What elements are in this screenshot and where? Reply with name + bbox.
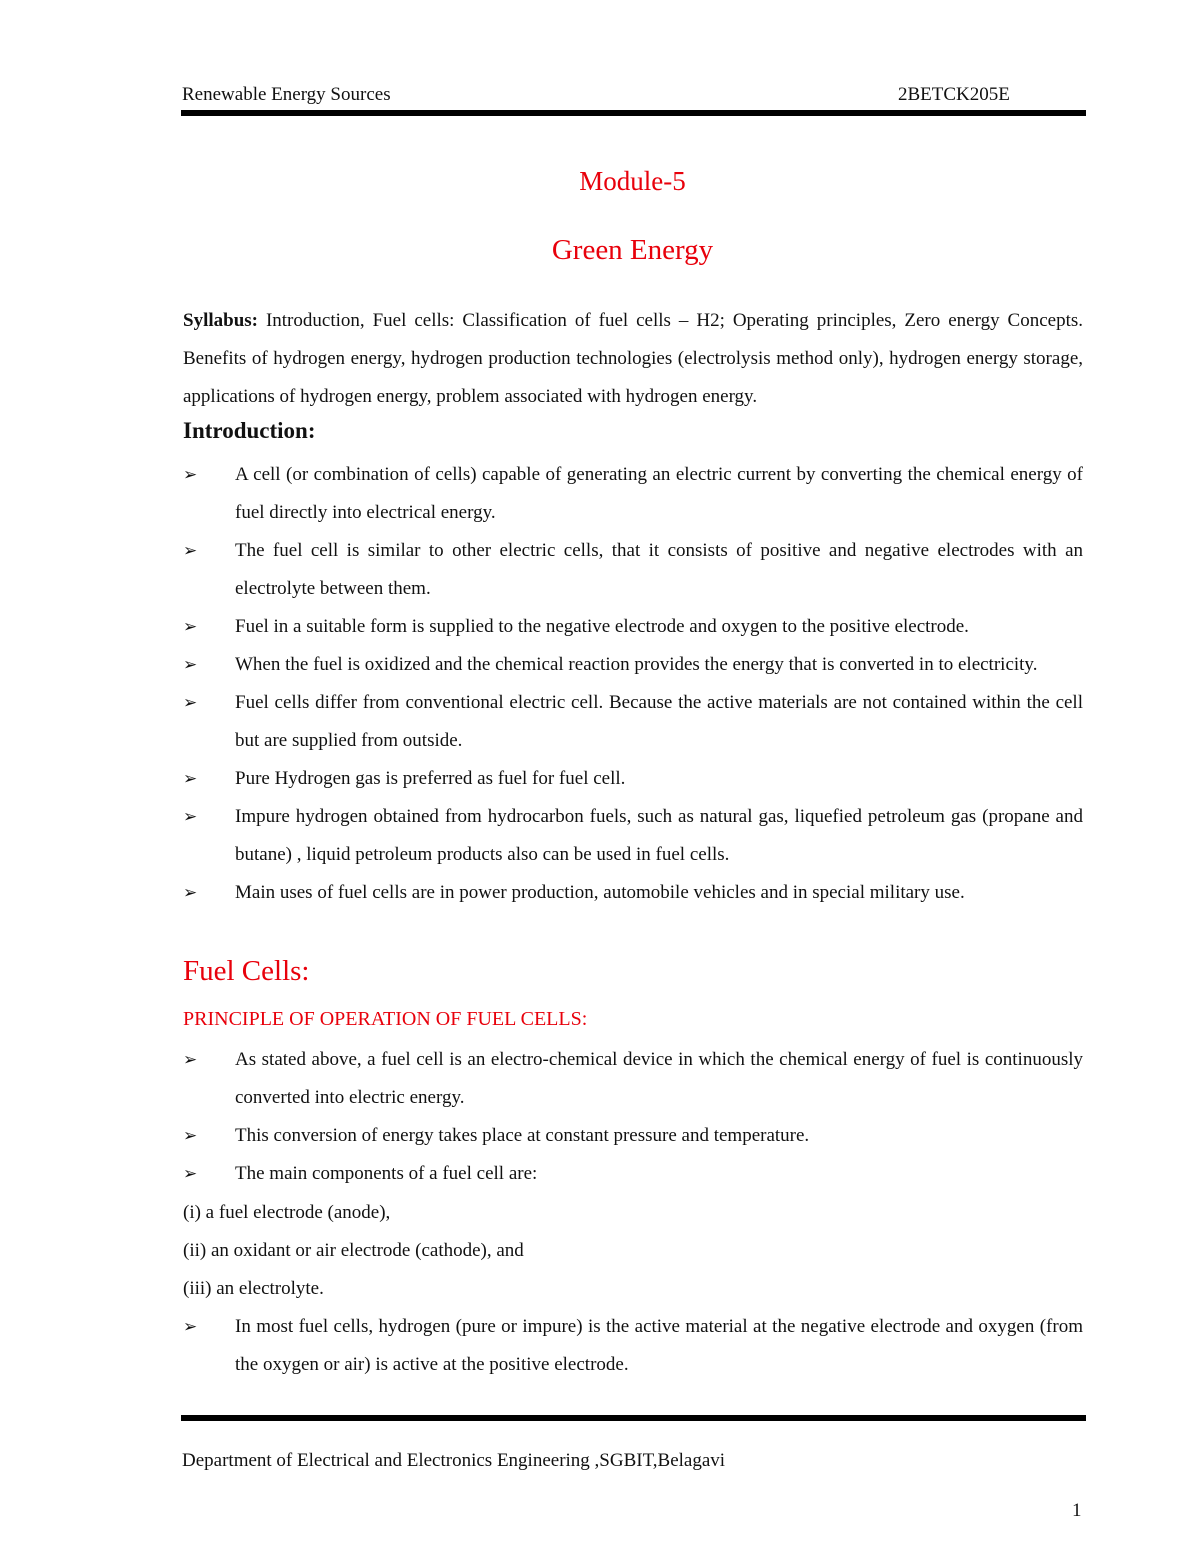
arrow-bullet-icon: ➢: [183, 769, 198, 788]
bullet-text: The fuel cell is similar to other electric cells, that it consists of positive and negative electrodes with an electrolyte between them.: [235, 540, 1083, 599]
arrow-bullet-icon: ➢: [183, 1317, 198, 1336]
component-item-cathode: (ii) an oxidant or air electrode (cathode), and: [183, 1240, 524, 1261]
syllabus-text: Introduction, Fuel cells: Classification of fuel cells – H2; Operating principles, Zero energy Concepts. Benefits of hydrogen energy, hydrogen production technologies (electrolysis method only), hydrogen energy storage, applications of hydrogen energy, problem associated with hydrogen energy.: [183, 310, 1083, 407]
list-item: [183, 1308, 1083, 1384]
arrow-bullet-icon: ➢: [183, 465, 198, 484]
header-course-title: Renewable Energy Sources: [182, 84, 391, 105]
bullet-text: This conversion of energy takes place at constant pressure and temperature.: [235, 1125, 810, 1146]
final-bullet-list: [183, 1308, 1083, 1384]
bullet-text: Fuel cells differ from conventional electric cell. Because the active materials are not contained within the cell but are supplied from outside.: [235, 692, 1083, 751]
bullet-text: Main uses of fuel cells are in power production, automobile vehicles and in special military use.: [235, 882, 965, 903]
bullet-text: As stated above, a fuel cell is an electro-chemical device in which the chemical energy of fuel is continuously converted into electric energy.: [235, 1049, 1083, 1108]
introduction-heading: Introduction:: [183, 418, 316, 443]
bullet-text: In most fuel cells, hydrogen (pure or impure) is the active material at the negative electrode and oxygen (from the oxygen or air) is active at the positive electrode.: [235, 1316, 1083, 1375]
arrow-bullet-icon: ➢: [183, 883, 198, 902]
list-item: [183, 760, 1083, 798]
arrow-bullet-icon: ➢: [183, 655, 198, 674]
fuel-cells-heading: Fuel Cells:: [183, 955, 310, 987]
list-item: [183, 456, 1083, 532]
principle-bullet-list: [183, 1041, 1083, 1193]
bullet-text: A cell (or combination of cells) capable of generating an electric current by converting the chemical energy of fuel directly into electrical energy.: [235, 464, 1083, 523]
list-item: [183, 1155, 1083, 1193]
component-item-anode: (i) a fuel electrode (anode),: [183, 1202, 391, 1223]
list-item: [183, 608, 1083, 646]
arrow-bullet-icon: ➢: [183, 541, 198, 560]
arrow-bullet-icon: ➢: [183, 1164, 198, 1183]
syllabus-paragraph: [183, 302, 1083, 416]
arrow-bullet-icon: ➢: [183, 1050, 198, 1069]
list-item: [183, 646, 1083, 684]
page-number: 1: [1072, 1500, 1082, 1521]
bullet-text: Impure hydrogen obtained from hydrocarbon fuels, such as natural gas, liquefied petroleum gas (propane and butane) , liquid petroleum products also can be used in fuel cells.: [235, 806, 1083, 865]
list-item: [183, 532, 1083, 608]
header-rule: [181, 110, 1086, 116]
arrow-bullet-icon: ➢: [183, 693, 198, 712]
list-item: [183, 874, 1083, 912]
component-item-electrolyte: (iii) an electrolyte.: [183, 1278, 324, 1299]
footer-rule: [181, 1415, 1086, 1421]
components-list: [183, 1194, 524, 1308]
list-item: [183, 798, 1083, 874]
module-title: Module-5: [579, 166, 686, 196]
arrow-bullet-icon: ➢: [183, 807, 198, 826]
list-item: [183, 684, 1083, 760]
bullet-text: Fuel in a suitable form is supplied to the negative electrode and oxygen to the positive electrode.: [235, 616, 969, 637]
arrow-bullet-icon: ➢: [183, 1126, 198, 1145]
bullet-text: The main components of a fuel cell are:: [235, 1163, 538, 1184]
bullet-text: Pure Hydrogen gas is preferred as fuel for fuel cell.: [235, 768, 626, 789]
header-course-code: 2BETCK205E: [898, 84, 1010, 105]
list-item: [183, 1041, 1083, 1117]
document-title: Green Energy: [551, 234, 714, 266]
bullet-text: When the fuel is oxidized and the chemical reaction provides the energy that is converted in to electricity.: [235, 654, 1038, 675]
syllabus-label: Syllabus:: [183, 310, 258, 331]
arrow-bullet-icon: ➢: [183, 617, 198, 636]
introduction-bullet-list: [183, 456, 1083, 912]
footer-department: Department of Electrical and Electronics Engineering ,SGBIT,Belagavi: [182, 1450, 726, 1471]
principle-heading: PRINCIPLE OF OPERATION OF FUEL CELLS:: [183, 1008, 588, 1030]
list-item: [183, 1117, 1083, 1155]
